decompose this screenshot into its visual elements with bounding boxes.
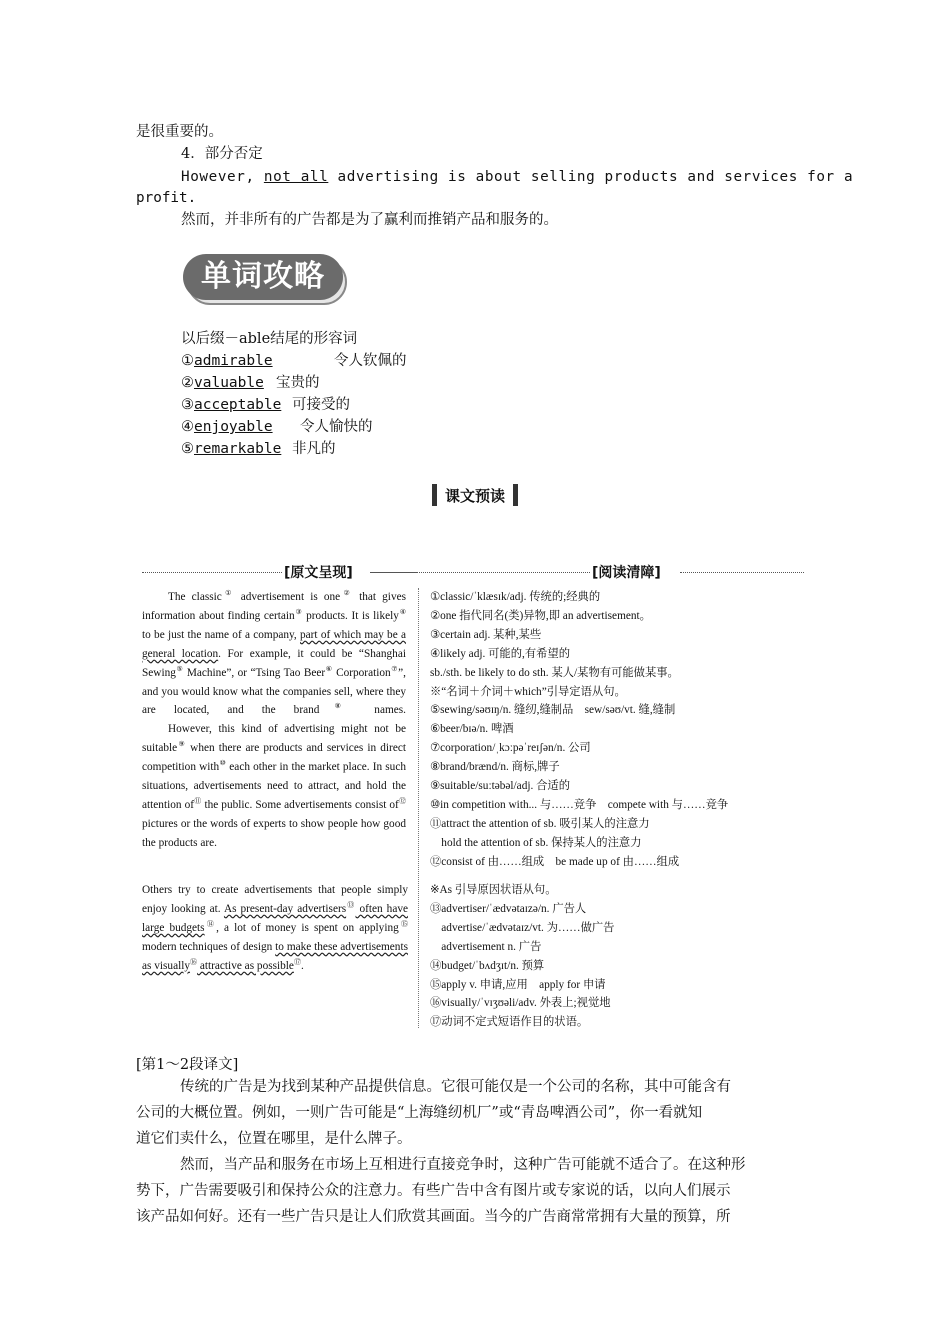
- translation-line: 公司的大概位置。例如，一则广告可能是“上海缝纫机厂”或“青岛啤酒公司”，你一看就知: [136, 1105, 703, 1121]
- note-line: ⑧brand/brænd/n. 商标,牌子: [430, 761, 560, 774]
- note-ref: ⑥: [325, 664, 333, 673]
- note-line: advertisement n. 广告: [430, 940, 542, 953]
- highlighted-phrase: attractive as possible: [197, 959, 294, 972]
- note-line: ⑬advertiser/ˈædvətaɪzə/n. 广告人: [430, 902, 587, 915]
- translation-line: 传统的广告是为找到某种产品提供信息。它很可能仅是一个公司的名称，其中可能含有: [180, 1079, 731, 1095]
- note-ref: ①: [221, 589, 235, 598]
- passage-text: to be just the name of a company,: [142, 628, 300, 641]
- column-divider: [418, 588, 419, 1028]
- example-sentence-cont: profit.: [136, 190, 197, 206]
- passage-text: The classic: [168, 591, 222, 603]
- note-ref: ④: [398, 608, 406, 617]
- vocab-word: acceptable: [194, 397, 282, 413]
- passage-text: Machine”, or “Tsing Tao Beer: [183, 666, 326, 679]
- vocab-intro: 以后缀－able结尾的形容词: [181, 331, 358, 347]
- highlighted-phrase: As present-day advertisers: [223, 902, 347, 915]
- vocab-number: ④: [181, 419, 194, 435]
- translation-line: 势下，广告需要吸引和保持公众的注意力。有些广告中含有图片或专家说的话，以向人们展示: [136, 1183, 731, 1199]
- passage-text: when there are products and services in direct competition with: [142, 742, 406, 774]
- note-line: ⑥beer/bɪə/n. 啤酒: [430, 723, 514, 736]
- note-ref: ⑭: [204, 920, 217, 929]
- passage-block-1: [142, 588, 406, 853]
- note-line: ⑩in competition with... 与……竞争 compete with 与……竞争: [430, 798, 729, 811]
- note-line: ⑮apply v. 申请,应用 apply for 申请: [430, 978, 606, 991]
- example-translation: 然而，并非所有的广告都是为了赢利而推销产品和服务的。: [181, 212, 558, 228]
- note-ref: ⑤: [175, 664, 184, 673]
- vocab-list: [181, 350, 407, 460]
- note-ref: ⑮: [398, 920, 409, 929]
- passage-text: Corporation: [332, 666, 391, 679]
- passage-text: the public. Some advertisements consist of: [201, 798, 399, 811]
- note-line: advertise/ˈædvətaɪz/vt. 为……做广告: [430, 921, 615, 934]
- vocab-meaning: 令人钦佩的: [334, 353, 407, 369]
- note-ref: ⑪: [193, 797, 202, 806]
- right-header: [阅读清障]: [370, 562, 804, 582]
- note-line: ④likely adj. 可能的,有希望的: [430, 647, 571, 660]
- note-line: ※As 引导原因状语从句。: [430, 884, 557, 896]
- note-line: ⑰动词不定式短语作目的状语。: [430, 1016, 589, 1029]
- note-ref: ⑧: [319, 702, 357, 711]
- vocab-number: ⑤: [181, 441, 194, 457]
- highlighted-phrase: to make these advertisements as visually: [142, 940, 408, 972]
- note-line: ⑤sewing/səʊɪŋ/n. 缝纫,缝制品 sew/səʊ/vt. 缝,缝制: [430, 704, 676, 717]
- notes-block-1: [430, 588, 810, 872]
- note-line: ⑯visually/ˈvɪʒʊəli/adv. 外表上;视觉地: [430, 997, 611, 1010]
- passage-text: each other in the market place. In such situations, advertisements need to attract, and hold the attention of: [142, 761, 406, 811]
- passage-text: , a lot of money is spent on applying: [216, 921, 399, 934]
- note-line: ②one 指代同名(类)异物,即 an advertisement。: [430, 609, 651, 622]
- translation-line: 道它们卖什么，位置在哪里，是什么牌子。: [136, 1131, 412, 1147]
- passage-paragraph-3: [142, 881, 408, 976]
- note-ref: ③: [294, 608, 303, 617]
- note-line: ⑦corporation/ˌkɔːpəˈreɪʃən/n. 公司: [430, 742, 591, 755]
- section-heading: 4．部分否定: [181, 146, 263, 162]
- underlined-phrase: not all: [263, 169, 329, 185]
- vocab-badge: 单词攻略: [183, 254, 348, 306]
- passage-text: advertisement is one: [234, 591, 341, 603]
- passage-text: . For example, it could be “Shanghai Sewing: [142, 647, 406, 679]
- note-line: ①classic/ˈklæsɪk/adj. 传统的;经典的: [430, 591, 601, 603]
- passage-text: However, this kind of advertising might not be suitable: [142, 723, 406, 755]
- translation-line: 然而，当产品和服务在市场上互相进行直接竞争时，这种广告可能就不适合了。在这种形: [180, 1157, 746, 1173]
- vocab-number: ①: [181, 353, 194, 369]
- text-line: 是很重要的。: [136, 124, 223, 140]
- vocab-item: [181, 394, 407, 416]
- passage-block-2: [142, 881, 408, 976]
- translation-line: 该产品如何好。还有一些广告只是让人们欣赏其画面。当今的广告商常常拥有大量的预算，所: [136, 1209, 731, 1225]
- translation-heading: [第1～2段译文]: [136, 1057, 239, 1073]
- passage-paragraph-1: [142, 588, 406, 720]
- vocab-meaning: 令人愉快的: [300, 419, 373, 435]
- left-header: [原文呈现]: [142, 562, 417, 582]
- highlighted-phrase: part of which may be a general location: [142, 628, 406, 660]
- vocab-meaning: 非凡的: [292, 441, 336, 457]
- note-ref: ②: [340, 589, 353, 598]
- vocab-word: admirable: [194, 353, 273, 369]
- passage-text: ”, and you would know what the companies sell, where they are located, and the brand: [142, 666, 406, 717]
- vocab-item: [181, 416, 407, 438]
- note-line: ⑫consist of 由……组成 be made up of 由……组成: [430, 855, 680, 868]
- note-ref: ⑯: [190, 957, 198, 966]
- vocab-number: ②: [181, 375, 194, 391]
- note-ref: ⑩: [219, 759, 227, 768]
- passage-text: products. It is likely: [302, 609, 399, 622]
- note-ref: ⑰: [293, 957, 301, 966]
- passage-text: pictures or the words of experts to show people how good the products are.: [142, 817, 406, 849]
- example-sentence: However, not all advertising is about selling products and services for a: [181, 169, 854, 185]
- vocab-number: ③: [181, 397, 194, 413]
- passage-text: Others try to create advertisements that people simply enjoy looking at.: [142, 884, 408, 915]
- note-line: ※“名词＋介词＋which”引导定语从句。: [430, 685, 626, 698]
- note-ref: ⑬: [346, 901, 356, 910]
- note-line: sb./sth. be likely to do sth. 某人/某物有可能做某事。: [430, 666, 679, 679]
- passage-text: names.: [356, 704, 406, 717]
- note-line: ⑪attract the attention of sb. 吸引某人的注意力: [430, 817, 650, 830]
- passage-text: .: [300, 959, 304, 972]
- vocab-word: enjoyable: [194, 419, 273, 435]
- vocab-item: [181, 372, 407, 394]
- note-line: ⑨suitable/suːtəbəl/adj. 合适的: [430, 780, 571, 793]
- translation-body: [136, 1074, 816, 1230]
- note-ref: ⑦: [390, 664, 399, 673]
- note-line: ⑭budget/ˈbʌdʒɪt/n. 预算: [430, 959, 545, 972]
- passage-text: that gives information about finding certain: [142, 591, 406, 622]
- note-line: hold the attention of sb. 保持某人的注意力: [430, 836, 642, 849]
- vocab-word: remarkable: [194, 441, 282, 457]
- note-line: ③certain adj. 某种,某些: [430, 628, 542, 641]
- vocab-item: [181, 438, 407, 460]
- section-title: 课文预读: [0, 484, 950, 506]
- note-ref: ⑫: [398, 797, 407, 806]
- vocab-meaning: 可接受的: [292, 397, 350, 413]
- notes-block-2: [430, 881, 810, 1032]
- vocab-item: [181, 350, 407, 372]
- highlighted-phrase: often have large budgets: [142, 902, 408, 934]
- passage-paragraph-2: [142, 720, 406, 852]
- vocab-meaning: 宝贵的: [276, 375, 320, 391]
- passage-text: modern techniques of design: [142, 940, 276, 953]
- vocab-word: valuable: [194, 375, 264, 391]
- note-ref: ⑨: [177, 740, 187, 749]
